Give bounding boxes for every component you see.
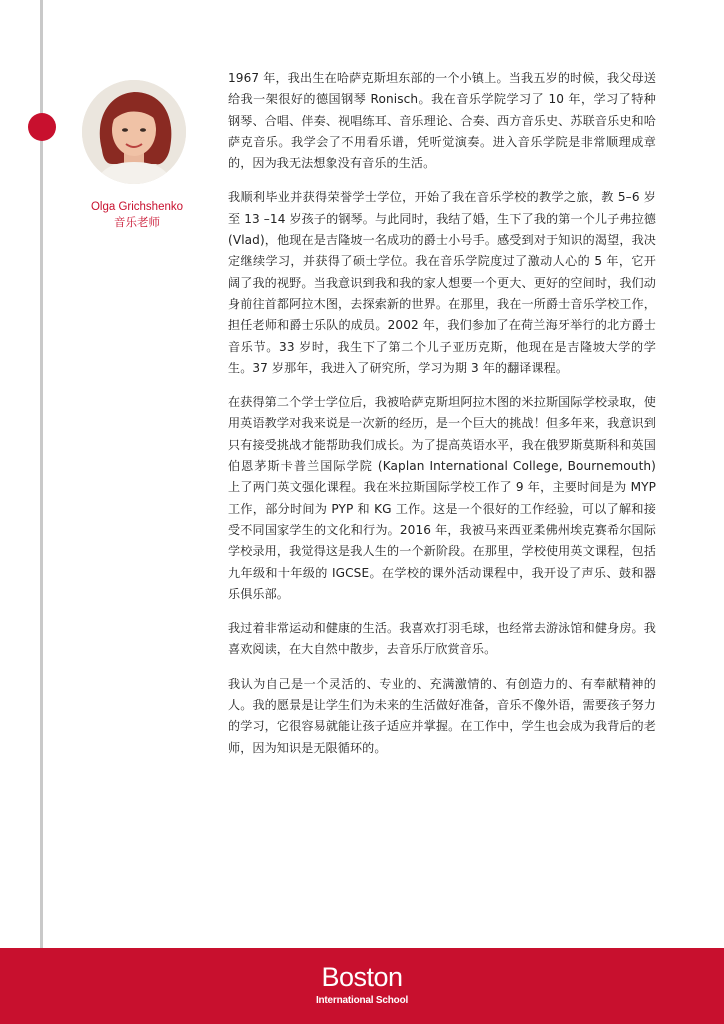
paragraph-childhood: 1967 年，我出生在哈萨克斯坦东部的一个小镇上。当我五岁的时候，我父母送给我一架很好的德国钢琴 Ronisch。我在音乐学院学习了 10 年，学习了特种钢琴、合唱、伴奏、视唱练耳、音乐理论、合奏、西方音乐史、苏联音乐史和哈萨克音乐。我学会了不用看乐谱，凭听觉演奏。进入音乐学院是非常顺理成章的，因为我无法想象没有音乐的生活。 bbox=[228, 71, 656, 171]
school-logo bbox=[298, 962, 426, 1012]
timeline-dot bbox=[28, 113, 56, 141]
timeline-line bbox=[40, 0, 43, 948]
paragraph-career: 我顺利毕业并获得荣誉学士学位，开始了我在音乐学校的教学之旅，教 5–6 岁至 13 –14 岁孩子的钢琴。与此同时，我结了婚，生下了我的第一个儿子弗拉德 (Vlad)，他现在是吉隆坡一名成功的爵士小号手。感受到对于知识的渴望，我决定继续学习，并获得了硕士学位。我在音乐学院度过了激动人心的 5 年，它开阔了我的视野。当我意识到我和我的家人想要一个更大、更好的空间时，我们动身前往首都阿拉木图，去探索新的世界。在那里，我在一所爵士音乐学校工作，担任老师和爵士乐队的成员。2002 年，我们参加了在荷兰海牙举行的北方爵士音乐节。33 岁时，我生下了第二个儿子亚历克斯，他现在是吉隆坡大学的学生。37 岁那年，我进入了研究所，学习为期 3 年的翻译课程。 bbox=[228, 190, 656, 375]
biography-text bbox=[228, 68, 656, 772]
teacher-name: Olga Grichshenko bbox=[90, 201, 184, 213]
teacher-role: 音乐老师 bbox=[114, 215, 160, 229]
teacher-portrait bbox=[82, 80, 186, 184]
portrait-illustration bbox=[82, 80, 186, 184]
paragraph-philosophy: 我认为自己是一个灵活的、专业的、充满激情的、有创造力的、有奉献精神的人。我的愿景是让学生们为未来的生活做好准备，音乐不像外语，需要孩子努力的学习，它很容易就能让孩子适应并掌握。在工作中，学生也会成为我背后的老师，因为知识是无限循环的。 bbox=[228, 676, 656, 755]
paragraph-international: 在获得第二个学士学位后，我被哈萨克斯坦阿拉木图的米拉斯国际学校录取，使用英语教学对我来说是一次新的经历，是一个巨大的挑战！但多年来，我意识到只有接受挑战才能帮助我们成长。为了提高英语水平，我在俄罗斯莫斯科和英国伯恩茅斯卡普兰国际学院 (Kaplan International College, Bournemouth) 上了两门英文强化课程。我在米拉斯国际学校工作了 9 年，主要时间是为 MYP 工作，部分时间为 PYP 和 KG 工作。这是一个很好的工作经验，可以了解和接受不同国家学生的文化和行为。2016 年，我被马来西亚柔佛州埃克赛希尔国际学校录用，我觉得这是我人生的一个新阶段。在那里，学校使用英文课程，包括九年级和十年级的 IGCSE。在学校的课外活动课程中，我开设了声乐、鼓和器乐俱乐部。 bbox=[228, 395, 656, 601]
school-brand-name: Boston bbox=[321, 962, 403, 992]
paragraph-lifestyle: 我过着非常运动和健康的生活。我喜欢打羽毛球，也经常去游泳馆和健身房。我喜欢阅读，在大自然中散步，去音乐厅欣赏音乐。 bbox=[228, 621, 656, 657]
school-subtitle: International School bbox=[315, 995, 409, 1006]
